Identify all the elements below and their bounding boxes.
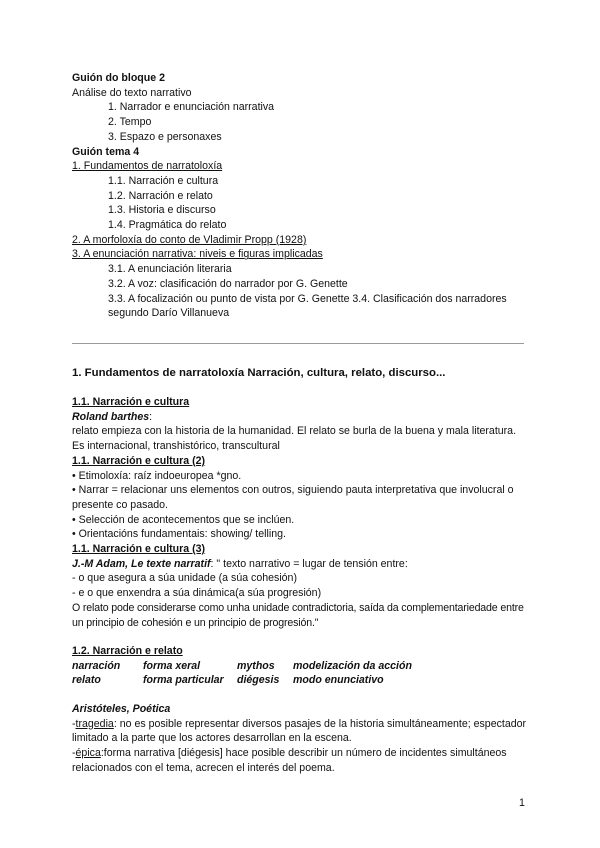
outline-subitem: 3.3. A focalización ou punto de vista por G. Genette 3.4. Clasificación dos narradores bbox=[108, 292, 507, 305]
bullet-item: • Etimoloxía: raíz indoeuropea *gno. bbox=[72, 469, 242, 482]
author-name: J.-M Adam, Le texte narratif bbox=[72, 557, 211, 570]
aristotle-section bbox=[72, 702, 528, 776]
section-heading: 1.2. Narración e relato bbox=[72, 645, 183, 657]
section-1-1 bbox=[72, 395, 528, 630]
epica-term: épica bbox=[75, 747, 101, 760]
outline-subitem: segundo Darío Villanueva bbox=[108, 307, 230, 320]
dash: - bbox=[72, 747, 76, 760]
main-heading: 1. Fundamentos de narratoloxía Narración, cultura, relato, discurso... bbox=[72, 367, 446, 379]
term: mythos bbox=[237, 659, 275, 672]
outline-subitem: 3.1. A enunciación literaria bbox=[108, 263, 232, 276]
horizontal-rule bbox=[72, 343, 524, 344]
outline-section-1: 1. Fundamentos de narratoloxía bbox=[72, 160, 223, 173]
section-heading: 1.1. Narración e cultura bbox=[72, 396, 190, 408]
tragedia-paragraph bbox=[72, 717, 528, 746]
main-content bbox=[72, 366, 532, 381]
outline-subitem: 3.2. A voz: clasificación do narrador por G. Genette bbox=[108, 277, 348, 290]
dash: - bbox=[72, 717, 76, 730]
outline-subitem: 1.3. Historia e discurso bbox=[108, 204, 216, 217]
author-name: Roland barthes bbox=[72, 410, 150, 423]
bloque-item: 1. Narrador e enunciación narrativa bbox=[108, 101, 275, 114]
bloque-subtitle: Análise do texto narrativo bbox=[72, 86, 192, 99]
outline-section-2: 2. A morfoloxía do conto de Vladimir Propp (1928) bbox=[72, 233, 307, 246]
section-heading: 1.1. Narración e cultura (2) bbox=[72, 454, 206, 467]
page-number: 1 bbox=[519, 797, 525, 809]
term: diégesis bbox=[237, 674, 280, 687]
bullet-item: • Orientacións fundamentais: showing/ telling. bbox=[72, 528, 286, 541]
outline-subitem: 1.2. Narración e relato bbox=[108, 189, 213, 202]
colon: : bbox=[149, 410, 153, 423]
term: modo enunciativo bbox=[293, 674, 384, 687]
term: narración bbox=[72, 659, 121, 672]
term: forma particular bbox=[143, 674, 224, 687]
outline bbox=[72, 71, 532, 321]
aristotle-heading: Aristóteles, Poética bbox=[72, 703, 171, 715]
quote-line: - e o que enxendra a súa dinámica(a súa progresión) bbox=[72, 587, 322, 600]
term-row bbox=[72, 659, 532, 674]
epica-paragraph bbox=[72, 746, 528, 775]
paragraph: O relato pode considerarse como unha unidade contradictoria, saída da complementariedade entre un principio de cohesión e un principio de progresión." bbox=[72, 601, 524, 629]
epica-text: :forma narrativa [diégesis] hace posible describir un número de incidentes simultáneos relacionados con el tema, acrecen el interés del poema. bbox=[72, 747, 507, 774]
paragraph: relato empieza con la historia de la humanidad. El relato se burla de la buena y mala literatura. Es internacional, transhistórico, transcultural bbox=[72, 425, 517, 453]
quote-line: - o que asegura a súa unidade (a súa cohesión) bbox=[72, 572, 297, 585]
section-heading: 1.1. Narración e cultura (3) bbox=[72, 543, 206, 556]
outline-subitem: 1.1. Narración e cultura bbox=[108, 174, 219, 187]
term: modelización da acción bbox=[293, 659, 412, 672]
bloque-item: 3. Espazo e personaxes bbox=[108, 130, 222, 143]
bloque-title: Guión do bloque 2 bbox=[72, 72, 165, 84]
tragedia-text: : no es posible representar diversos pasajes de la historia simultáneamente; espectador limitado a la parte que los actores desarrollan en la escena. bbox=[72, 717, 527, 745]
bloque-item: 2. Tempo bbox=[108, 116, 152, 129]
section-1-2 bbox=[72, 644, 532, 688]
term: relato bbox=[72, 674, 101, 687]
term: forma xeral bbox=[143, 659, 201, 672]
bullet-item: • Narrar = relacionar uns elementos con outros, siguiendo pauta interpretativa que involucral o presente co pasado. bbox=[72, 484, 514, 511]
outline-section-3: 3. A enunciación narrativa: niveis e figuras implicadas bbox=[72, 248, 323, 261]
quote-start: : " texto narrativo = lugar de tensión entre: bbox=[210, 557, 408, 570]
term-row bbox=[72, 673, 532, 688]
tema-title: Guión tema 4 bbox=[72, 145, 140, 158]
bullet-item: • Selección de acontecementos que se inclúen. bbox=[72, 513, 295, 526]
outline-subitem: 1.4. Pragmática do relato bbox=[108, 219, 227, 232]
tragedia-term: tragedia bbox=[75, 717, 114, 730]
